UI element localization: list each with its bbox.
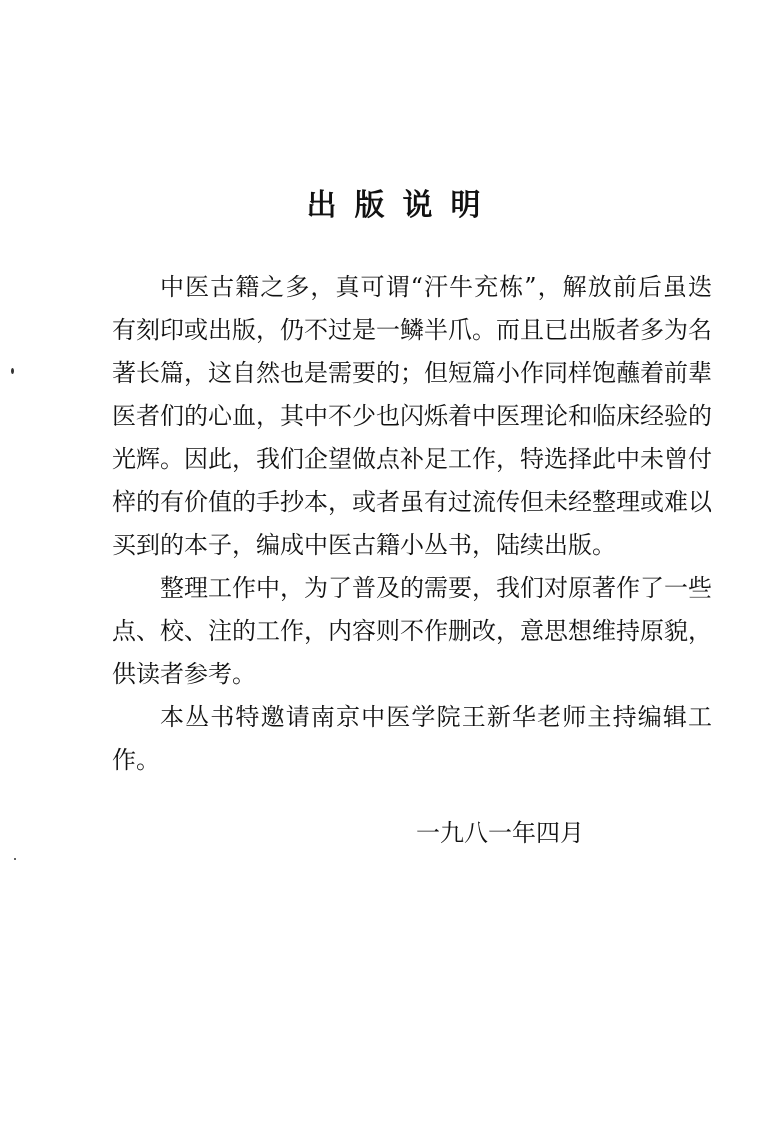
paragraph: 中医古籍之多，真可谓“汗牛充栋”，解放前后虽迭有刻印或出版，仍不过是一鳞半爪。而且已出版者多为名著长篇，这自然也是需要的；但短篇小作同样饱蘸着前辈医者们的心血，其中不少也闪烁着中医理论和临床经验的光辉。因此，我们企望做点补足工作，特选择此中未曾付梓的有价值的手抄本，或者虽有过流传但未经整理或难以买到的本子，编成中医古籍小丛书，陆续出版。 [112,273,712,559]
scan-speck-mark [14,858,16,860]
page-title: 出版说明 [306,188,499,224]
publication-date: 一九八一年四月 [416,819,584,847]
paragraph: 本丛书特邀请南京中医学院王新华老师主持编辑工作。 [112,703,712,774]
body-text [112,266,712,782]
scan-speck-mark [11,368,14,374]
paragraph: 整理工作中，为了普及的需要，我们对原著作了一些点、校、注的工作，内容则不作删改，意思想维持原貌，供读者参考。 [112,574,712,688]
